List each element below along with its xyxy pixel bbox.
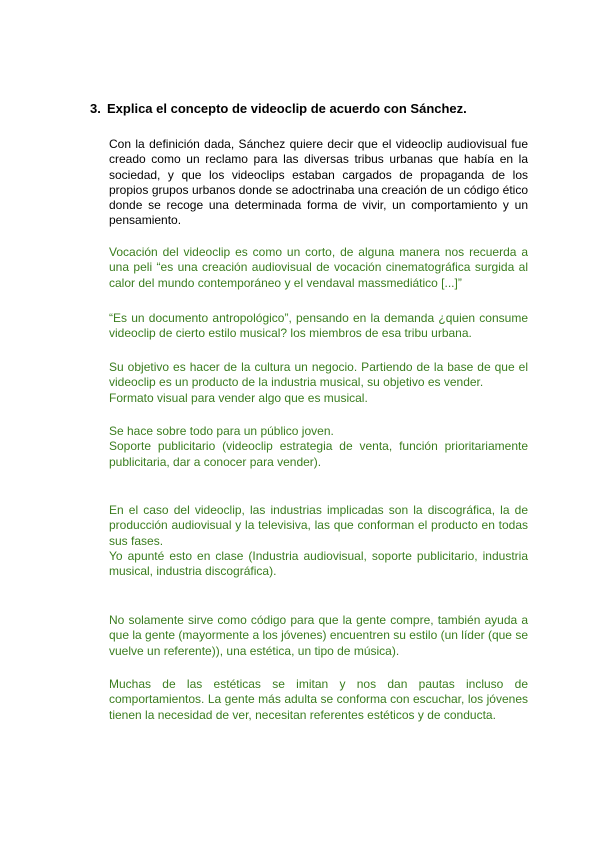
visual-format-line: Formato visual para vender algo que es musical.: [109, 390, 368, 405]
note-paragraph-vocation: Vocación del videoclip es como un corto, de alguna manera nos recuerda a una peli “es una creación audiovisual de vocación cinematográfica surgida al calor del mundo contemporáneo y el vendaval massmediático [...]”: [109, 245, 528, 290]
objective-line: Su objetivo es hacer de la cultura un negocio. Partiendo de la base de que el videoclip es un producto de la industria musical, su objetivo es vender.: [109, 360, 528, 390]
note-paragraph-code: No solamente sirve como código para que la gente compre, también ayuda a que la gente (mayormente a los jóvenes) encuentren su estilo (un líder (que se vuelve un referente)), una estética, un tipo de música).: [109, 613, 528, 658]
note-paragraph-industries: [109, 503, 528, 579]
industries-line: En el caso del videoclip, las industrias implicadas son la discográfica, la de producción audiovisual y la televisiva, las que conforman el producto en todas sus fases.: [109, 503, 528, 548]
answer-paragraph-definition: Con la definición dada, Sánchez quiere decir que el videoclip audiovisual fue creado como un reclamo para las diversas tribus urbanas que había en la sociedad, y que los videoclips estaban cargados de propaganda de los propios grupos urbanos donde se adoctrinaba una creación de un código ético donde se recoge una determinada forma de vivir, un comportamiento y un pensamiento.: [109, 137, 528, 228]
class-notes-line: Yo apunté esto en clase (Industria audiovisual, soporte publicitario, industria musical, industria discográfica).: [109, 548, 528, 579]
young-audience-line: Se hace sobre todo para un público joven.: [109, 424, 334, 438]
note-paragraph-anthropological: “Es un documento antropológico”, pensando en la demanda ¿quien consume videoclip de cierto estilo musical? los miembros de esa tribu urbana.: [109, 311, 528, 341]
note-paragraph-audience: [109, 424, 528, 470]
question-number: 3.: [90, 101, 101, 116]
advertising-support-line: Soporte publicitario (videoclip estrategia de venta, función prioritariamente publicitaria, dar a conocer para vender).: [109, 439, 528, 469]
note-paragraph-aesthetics: Muchas de las estéticas se imitan y nos dan pautas incluso de comportamientos. La gente más adulta se conforma con escuchar, los jóvenes tienen la necesidad de ver, necesitan referentes estéticos y de conducta.: [109, 677, 528, 722]
question-title: Explica el concepto de videoclip de acuerdo con Sánchez.: [107, 101, 467, 116]
question-heading: [90, 101, 550, 117]
note-paragraph-objective: [109, 360, 528, 406]
